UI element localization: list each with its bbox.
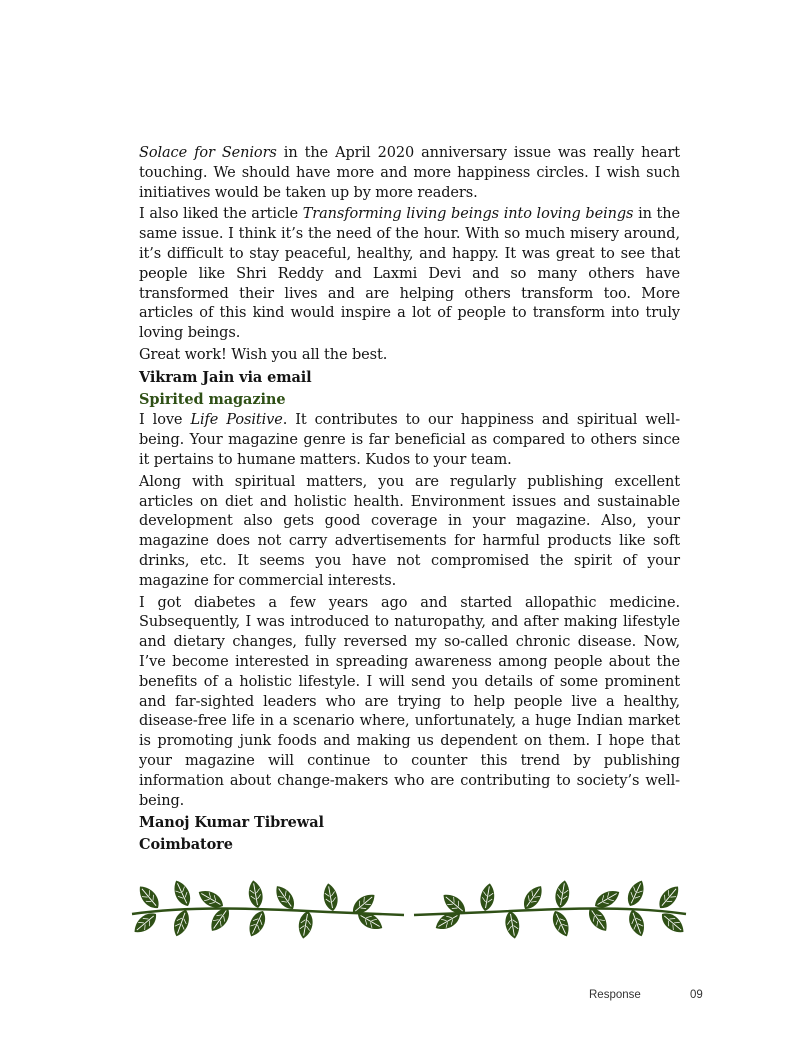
letter2-heading: Spirited magazine: [139, 390, 286, 408]
letter2-paragraph-2: Along with spiritual matters, you are regularly publishing excellent articles on diet and holistic health. Environment issues and sustainable development also gets good coverage in your magazine. Also, your magazine does not carry advertisements for harmful products like soft drinks, etc. It seems you have not compromised the spirit of your magazine for commercial interests.: [139, 473, 680, 589]
letter1-paragraph-2: I also liked the article Transforming living beings into loving beings in the same issue. I think it’s the need of the hour. With so much misery around, it’s difficult to stay peaceful, healthy, and happy. It was great to see that people like Shri Reddy and Laxmi Devi and so many others have transformed their lives and are helping others transform too. More articles of this kind would inspire a lot of people to transform into truly loving beings.: [139, 206, 681, 342]
letter2-paragraph-3: I got diabetes a few years ago and started allopathic medicine. Subsequently, I was introduced to naturopathy, and after making lifestyle and dietary changes, fully reversed my so-called chronic disease. Now, I’ve become interested in spreading awareness among people about the benefits of a holistic lifestyle. I will send you details of some prominent and far-sighted leaders who are trying to help people live a healthy, disease-free life in a scenario where, unfortunately, a huge Indian market is promoting junk foods and making us dependent on them. I hope that your magazine will continue to counter this trend by publishing information about change-makers who are contributing to society’s well-being.: [139, 594, 680, 809]
letters-column: [139, 144, 680, 857]
letter2-paragraph-1: I love Life Positive. It contributes to our happiness and spiritual well-being. Your magazine genre is far beneficial as compared to others since it pertains to humane matters. Kudos to your team.: [139, 412, 680, 468]
letter1-signature: Vikram Jain via email: [139, 368, 312, 386]
footer-section-label: Response: [589, 989, 641, 1001]
letter2-signature-name: Manoj Kumar Tibrewal: [139, 814, 324, 832]
letter2-signature-place: Coimbatore: [139, 836, 233, 854]
leaf-vine-ornament-icon: [128, 862, 690, 952]
article-title-solace: Solace for Seniors: [139, 145, 277, 161]
letter1-paragraph-1: Solace for Seniors in the April 2020 anniversary issue was really heart touching. We should have more and more happiness circles. I wish such initiatives would be taken up by more readers.: [139, 145, 681, 201]
article-title-transforming: Transforming living beings into loving beings: [302, 206, 634, 223]
magazine-title: Life Positive: [190, 412, 283, 429]
footer-page-number: 09: [690, 989, 703, 1001]
letter1-paragraph-3: Great work! Wish you all the best.: [139, 346, 388, 363]
